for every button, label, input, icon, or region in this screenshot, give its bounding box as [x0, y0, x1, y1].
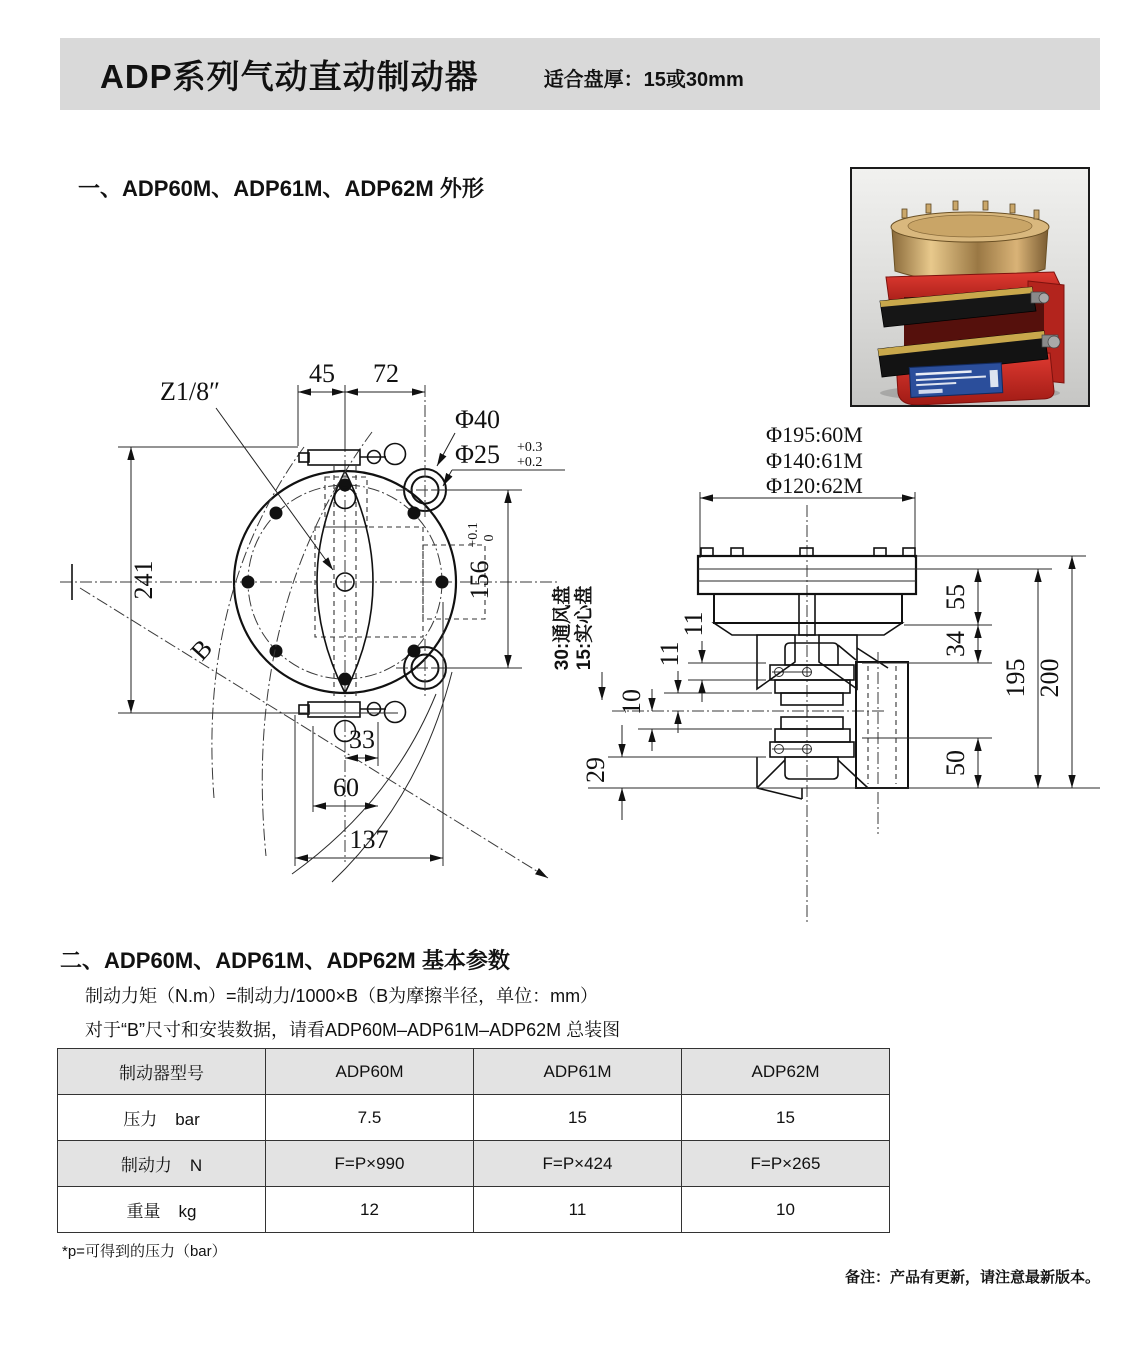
weight-adp62m: 10: [682, 1187, 890, 1233]
disc-dia-61m-label: Φ140:61M: [766, 448, 863, 473]
version-note: 备注：产品有更新，请注意最新版本。: [844, 1269, 1100, 1286]
pressure-footnote: *p=可得到的压力（bar）: [62, 1243, 227, 1260]
bleeder-clamp-top: [299, 444, 406, 466]
table-header-row: [58, 1049, 890, 1095]
weight-adp61m: 11: [474, 1187, 682, 1233]
spec-table: [57, 1048, 890, 1233]
force-adp61m: F=P×424: [474, 1141, 682, 1187]
dia-25-tol-upper: +0.3: [517, 440, 543, 455]
dim-195-label: 195: [1001, 658, 1030, 698]
section1-heading: 一、ADP60M、ADP61M、ADP62M 外形: [78, 176, 484, 201]
air-port-label: Z1/8″: [160, 377, 220, 406]
bleeder-clamp-bottom: [299, 702, 406, 723]
dim-200-label: 200: [1035, 658, 1064, 698]
pressure-adp60m: 7.5: [266, 1095, 474, 1141]
table-row-weight: [58, 1187, 890, 1233]
row-label-force: 制动力 N: [58, 1141, 266, 1187]
side-view-drawing: [550, 422, 1100, 925]
dim-60-label: 60: [333, 773, 359, 802]
dim-156-label: 156: [465, 560, 494, 600]
page-title: ADP系列气动直动制动器: [100, 57, 479, 95]
col-header-model: 制动器型号: [58, 1049, 266, 1095]
front-view-drawing: [60, 359, 565, 882]
disc-dia-62m-label: Φ120:62M: [766, 473, 863, 498]
torque-formula: 制动力矩（N.m）=制动力/1000×B（B为摩擦半径，单位：mm）: [85, 986, 599, 1006]
row-label-weight: 重量 kg: [58, 1187, 266, 1233]
assembly-drawing-note: 对于“B”尺寸和安装数据，请看ADP60M–ADP61M–ADP62M 总装图: [85, 1020, 621, 1040]
dia-25-tol-lower: +0.2: [517, 455, 543, 470]
dim-50-label: 50: [941, 750, 970, 776]
dim-33-label: 33: [349, 725, 375, 754]
table-row-pressure: [58, 1095, 890, 1141]
dim-137-label: 137: [349, 825, 389, 854]
technical-drawing: [0, 352, 1145, 940]
header-bar: [60, 38, 1100, 110]
disc-note-15: 15:实心盘: [574, 585, 595, 671]
force-adp62m: F=P×265: [682, 1141, 890, 1187]
dim-29-label: 29: [581, 757, 610, 783]
disc-thickness-subtitle: 适合盘厚：15或30mm: [543, 68, 744, 91]
dim-11b-label: 11: [655, 641, 684, 667]
dim-156-tol-lower: 0: [482, 534, 497, 542]
dim-241-label: 241: [129, 560, 158, 600]
dia-25-label: Φ25: [455, 440, 501, 469]
section2-heading: 二、ADP60M、ADP61M、ADP62M 基本参数: [60, 948, 510, 973]
disc-note-30: 30:通风盘: [552, 585, 573, 671]
col-header-adp60m: ADP60M: [266, 1049, 474, 1095]
plate-tabs: [701, 548, 915, 556]
pressure-adp61m: 15: [474, 1095, 682, 1141]
col-header-adp62m: ADP62M: [682, 1049, 890, 1095]
pressure-adp62m: 15: [682, 1095, 890, 1141]
dim-55-label: 55: [941, 584, 970, 610]
dim-11a-label: 11: [679, 611, 708, 637]
dim-45-label: 45: [309, 359, 335, 388]
force-adp60m: F=P×990: [266, 1141, 474, 1187]
dia-40-label: Φ40: [455, 405, 501, 434]
radius-b-label: B: [184, 633, 219, 667]
row-label-pressure: 压力 bar: [58, 1095, 266, 1141]
dim-72-label: 72: [373, 359, 399, 388]
weight-adp60m: 12: [266, 1187, 474, 1233]
dim-34-label: 34: [941, 631, 970, 657]
col-header-adp61m: ADP61M: [474, 1049, 682, 1095]
disc-dia-60m-label: Φ195:60M: [766, 422, 863, 447]
dim-156-tol-upper: +0.1: [466, 522, 481, 548]
table-row-force: [58, 1141, 890, 1187]
dim-10-label: 10: [617, 689, 646, 715]
